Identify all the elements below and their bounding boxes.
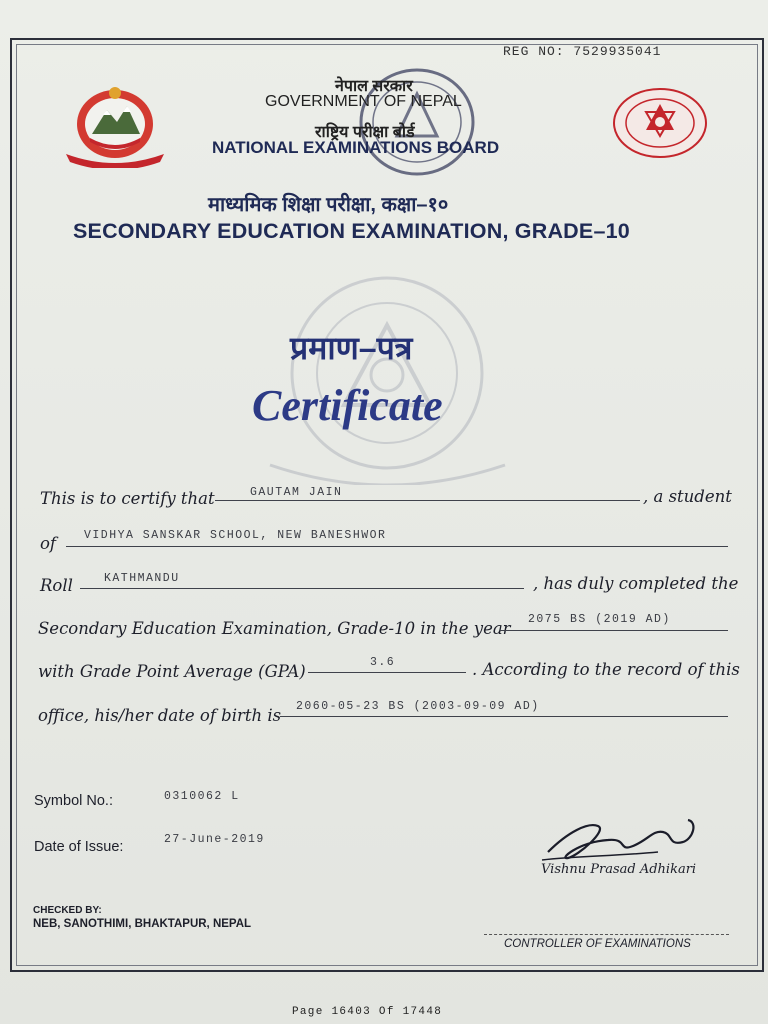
student-name: GAUTAM JAIN xyxy=(250,486,343,499)
gpa-value: 3.6 xyxy=(370,656,396,669)
completed-text: , has duly completed the xyxy=(533,574,739,593)
nepal-emblem-icon xyxy=(62,82,168,168)
date-of-birth: 2060-05-23 BS (2003-09-09 AD) xyxy=(296,700,540,713)
gpa-label: with Grade Point Average (GPA) xyxy=(38,662,306,681)
signatory-name: Vishnu Prasad Adhikari xyxy=(541,862,697,877)
name-underline xyxy=(215,500,640,501)
certificate-title: Certificate xyxy=(252,381,443,430)
checked-by-address: NEB, SANOTHIMI, BHAKTAPUR, NEPAL xyxy=(33,918,252,930)
exam-heading: SECONDARY EDUCATION EXAMINATION, GRADE–10 xyxy=(73,219,630,243)
symbol-value: 0310062 L xyxy=(164,790,240,803)
exam-year: 2075 BS (2019 AD) xyxy=(528,613,671,626)
page-number: Page 16403 Of 17448 xyxy=(292,1006,443,1018)
watermark-emblem-icon xyxy=(250,255,525,485)
certify-prefix: This is to certify that xyxy=(40,489,215,508)
a-student-text: , a student xyxy=(643,487,732,506)
roll-label: Roll xyxy=(40,576,73,595)
exam-line-text: Secondary Education Examination, Grade-10 in the year xyxy=(38,619,511,638)
roll-underline xyxy=(80,588,524,589)
office-line-text: office, his/her date of birth is xyxy=(38,706,282,725)
nepali-board-heading: राष्ट्रिय परीक्षा बोर्ड xyxy=(315,124,415,141)
registration-number: REG NO: 7529935041 xyxy=(503,44,662,59)
controller-line xyxy=(484,934,729,935)
gpa-underline xyxy=(308,672,466,673)
controller-title: CONTROLLER OF EXAMINATIONS xyxy=(504,938,691,950)
nepali-government-heading: नेपाल सरकार xyxy=(335,78,413,95)
signature-icon xyxy=(538,812,708,866)
year-underline xyxy=(500,630,728,631)
record-text: . According to the record of this xyxy=(472,660,740,679)
issue-date-value: 27-June-2019 xyxy=(164,833,265,846)
issue-date-label: Date of Issue: xyxy=(34,839,124,855)
symbol-label: Symbol No.: xyxy=(34,793,113,809)
roll-value: KATHMANDU xyxy=(104,572,180,585)
government-heading: GOVERNMENT OF NEPAL xyxy=(265,93,462,110)
nepali-certificate-title: प्रमाण–पत्र xyxy=(290,330,413,366)
checked-by-label: CHECKED BY: xyxy=(33,905,102,916)
school-name: VIDHYA SANSKAR SCHOOL, NEW BANESHWOR xyxy=(84,529,387,542)
nepali-exam-heading: माध्यमिक शिक्षा परीक्षा, कक्षा–१० xyxy=(208,194,449,216)
of-text: of xyxy=(40,534,57,553)
board-heading: NATIONAL EXAMINATIONS BOARD xyxy=(212,138,500,157)
dob-underline xyxy=(280,716,728,717)
school-underline xyxy=(66,546,728,547)
neb-seal-icon xyxy=(611,86,709,160)
